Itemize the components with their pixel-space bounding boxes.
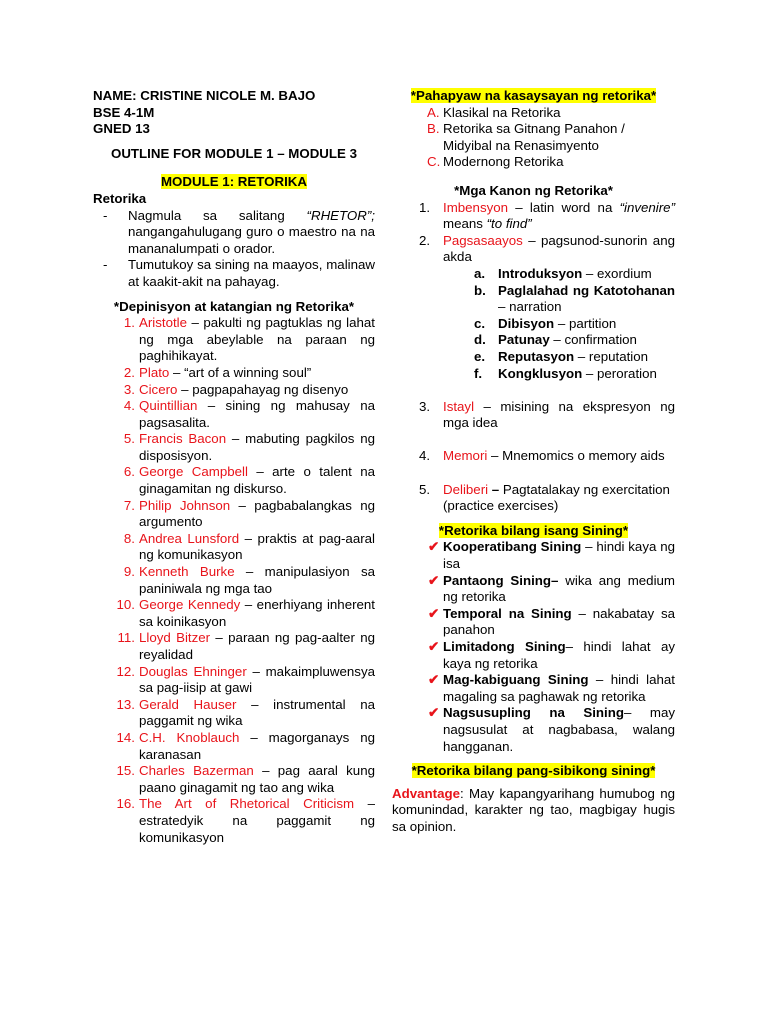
subitem-desc: – exordium bbox=[582, 265, 652, 281]
definition-number: 8. bbox=[123, 530, 135, 546]
definition-number: 7. bbox=[123, 497, 135, 513]
history-text: Klasikal na Retorika bbox=[443, 104, 561, 120]
term-retorika: Retorika bbox=[93, 190, 147, 206]
sining-item bbox=[392, 672, 675, 705]
definition-number: 3. bbox=[123, 381, 135, 397]
definition-number: 14. bbox=[116, 729, 135, 745]
definition-number: 6. bbox=[123, 464, 135, 480]
sining-heading: *Retorika bilang isang Sining* bbox=[438, 522, 629, 538]
definition-item bbox=[93, 630, 375, 663]
bullet-item: - Tumutukoy sa sining na maayos, malinaw at kaakit-akit na pahayag. bbox=[103, 257, 375, 289]
module-title bbox=[93, 174, 375, 191]
definition-number: 16. bbox=[116, 796, 135, 812]
kanon-item: 1. Imbensyon – latin word na “invenire” means “to find” bbox=[419, 199, 675, 232]
definition-name: Francis Bacon bbox=[139, 431, 227, 447]
subitem-letter: a. bbox=[474, 265, 486, 281]
civic-heading: *Retorika bilang pang-sibikong sining* bbox=[411, 763, 656, 779]
sining-desc: – nakabatay sa panahon bbox=[443, 605, 675, 638]
check-icon: ✔ bbox=[428, 572, 440, 588]
definition-name: George Kennedy bbox=[139, 597, 241, 613]
check-icon: ✔ bbox=[428, 639, 440, 654]
definition-desc: – pakulti ng pagtuklas ng lahat ng mga abeylable na paraan ng paghihikayat. bbox=[139, 315, 375, 364]
sining-item bbox=[392, 606, 675, 639]
sining-desc: – may nagsusulat at nagbabasa, walang hangganan. bbox=[443, 705, 675, 754]
bullet-item: - Nagmula sa salitang “RHETOR”; nangangahulugang guro o maestro na na mananalumpati o orador. bbox=[103, 207, 375, 256]
definition-desc: – estratedyik na paggamit ng komunikasyon bbox=[139, 796, 376, 845]
definition-item bbox=[93, 431, 375, 464]
sining-name: Mag-kabiguang Sining bbox=[443, 672, 589, 688]
sining-item bbox=[392, 639, 675, 672]
subitem-letter: d. bbox=[474, 332, 486, 348]
history-letter: A. bbox=[427, 104, 440, 120]
definition-number: 13. bbox=[116, 696, 135, 712]
definitions-list bbox=[93, 315, 375, 846]
history-text: Retorika sa Gitnang Panahon / Midyibal na Renasimyento bbox=[443, 121, 625, 153]
definition-desc: – arte o talent na ginagamitan ng diskurso. bbox=[139, 464, 375, 497]
sining-list bbox=[392, 539, 675, 755]
definition-name: Lloyd Bitzer bbox=[139, 630, 211, 646]
retorika-bullets bbox=[93, 208, 375, 291]
kanon-subitem bbox=[392, 349, 675, 366]
definition-name: Gerald Hauser bbox=[139, 696, 237, 712]
definition-item bbox=[93, 382, 375, 399]
definition-item bbox=[93, 531, 375, 564]
kanon-item: 2. Pagsasaayos – pagsunod-sunorin ang akda bbox=[419, 232, 675, 265]
subitem-desc: – reputation bbox=[574, 348, 649, 364]
kanon-subitem bbox=[392, 283, 675, 316]
definition-item bbox=[93, 730, 375, 763]
definition-desc: – pagpapahayag ng disenyo bbox=[177, 381, 349, 397]
student-name: NAME: CRISTINE NICOLE M. BAJO bbox=[93, 88, 316, 103]
kanon-sublist bbox=[392, 266, 675, 382]
definition-desc: – makaimpluwensya sa pag-iisip at gawi bbox=[139, 663, 375, 696]
kanon-subitem bbox=[392, 332, 675, 349]
sining-name: Pantaong Sining– bbox=[443, 572, 559, 588]
definition-number: 5. bbox=[123, 431, 135, 447]
subitem-name: Kongklusyon bbox=[498, 365, 583, 381]
check-icon: ✔ bbox=[428, 539, 440, 555]
definition-name: Plato bbox=[139, 364, 170, 380]
definition-desc: – magorganays ng karanasan bbox=[139, 729, 375, 762]
sining-desc: – hindi lahat magaling sa paghawak ng retorika bbox=[443, 672, 675, 704]
left-column bbox=[93, 88, 375, 846]
subitem-desc: – peroration bbox=[582, 365, 657, 381]
definition-name: Philip Johnson bbox=[139, 497, 231, 513]
check-icon: ✔ bbox=[428, 705, 440, 721]
subitem-desc: – partition bbox=[554, 315, 617, 331]
definition-item bbox=[93, 796, 375, 846]
subitem-letter: e. bbox=[474, 348, 486, 364]
subitem-letter: b. bbox=[474, 282, 486, 298]
definition-item bbox=[93, 498, 375, 531]
definition-item bbox=[93, 365, 375, 382]
definition-name: Kenneth Burke bbox=[139, 564, 235, 580]
history-list bbox=[392, 105, 675, 171]
definition-item bbox=[93, 398, 375, 431]
sining-name: Nagsusupling na Sining bbox=[443, 705, 624, 721]
subitem-desc: – narration bbox=[498, 299, 562, 315]
definition-number: 11. bbox=[117, 630, 135, 646]
student-section: BSE 4-1M bbox=[93, 104, 155, 120]
definition-item bbox=[93, 464, 375, 497]
history-text: Modernong Retorika bbox=[443, 154, 564, 170]
definition-name: George Campbell bbox=[139, 464, 248, 480]
definition-number: 15. bbox=[116, 763, 135, 779]
kanon-item: 3. Istayl – misining na ekspresyon ng mga idea bbox=[419, 398, 675, 431]
definition-desc: – pagbabalangkas ng argumento bbox=[139, 497, 375, 530]
subitem-desc: – confirmation bbox=[549, 332, 637, 348]
definition-item bbox=[93, 597, 375, 630]
definition-number: 2. bbox=[123, 364, 135, 380]
definition-desc: – manipulasiyon sa paniniwala ng mga tao bbox=[139, 564, 375, 596]
definition-name: Charles Bazerman bbox=[139, 763, 254, 779]
subitem-letter: c. bbox=[474, 315, 486, 331]
subitem-name: Introduksyon bbox=[498, 265, 583, 281]
history-letter: C. bbox=[427, 154, 441, 170]
sining-item bbox=[392, 539, 675, 572]
definition-number: 1. bbox=[123, 315, 135, 331]
subitem-name: Patunay bbox=[498, 332, 550, 348]
sining-desc: – hindi lahat ay kaya ng retorika bbox=[443, 639, 675, 671]
history-item bbox=[392, 154, 675, 171]
sining-item bbox=[392, 573, 675, 606]
subitem-letter: f. bbox=[474, 365, 483, 381]
kanon-subitem bbox=[392, 366, 675, 383]
history-item bbox=[392, 105, 675, 122]
subitem-name: Paglalahad ng Katotohanan bbox=[498, 282, 675, 298]
definition-name: Quintillian bbox=[139, 398, 198, 414]
definition-desc: – praktis at pag-aaral ng komunikasyon bbox=[139, 530, 375, 563]
history-letter: B. bbox=[427, 121, 440, 137]
definition-desc: – mabuting pagkilos ng disposisyon. bbox=[139, 431, 375, 463]
definitions-heading: *Depinisyon at katangian ng Retorika* bbox=[113, 298, 355, 314]
definition-name: Andrea Lunsford bbox=[139, 530, 240, 546]
definition-name: Cicero bbox=[139, 381, 178, 397]
history-item bbox=[392, 121, 675, 154]
kanon-heading: *Mga Kanon ng Retorika* bbox=[454, 182, 613, 198]
definition-name: The Art of Rhetorical Criticism bbox=[139, 796, 355, 812]
definition-item bbox=[93, 697, 375, 730]
definition-number: 12. bbox=[116, 663, 135, 679]
right-column bbox=[392, 88, 675, 836]
kanon-item: 5. Deliberi – Pagtatalakay ng exercitation (practice exercises) bbox=[419, 481, 670, 514]
definition-item bbox=[93, 664, 375, 697]
definition-item bbox=[93, 763, 375, 796]
course-code: GNED 13 bbox=[93, 121, 150, 137]
kanon-item: 4. Memori – Mnemomics o memory aids bbox=[419, 448, 665, 464]
definition-item bbox=[93, 315, 375, 365]
subitem-name: Dibisyon bbox=[498, 315, 555, 331]
sining-name: Kooperatibang Sining bbox=[443, 539, 582, 555]
check-icon: ✔ bbox=[428, 672, 440, 688]
sining-item bbox=[392, 705, 675, 755]
definition-number: 10. bbox=[116, 597, 135, 613]
sining-desc: wika ang medium ng retorika bbox=[443, 572, 675, 605]
definition-desc: – sining ng mahusay na pagsasalita. bbox=[139, 398, 375, 430]
definition-desc: – instrumental na paggamit ng wika bbox=[139, 696, 376, 729]
sining-desc: – hindi kaya ng isa bbox=[443, 539, 675, 572]
outline-title: OUTLINE FOR MODULE 1 – MODULE 3 bbox=[110, 145, 357, 161]
advantage-paragraph: Advantage: May kapangyarihang humubog ng komunindad, karakter ng tao, magbigay hugis sa opinion. bbox=[392, 785, 675, 834]
kanon-subitem bbox=[392, 316, 675, 333]
definition-item bbox=[93, 564, 375, 597]
sining-name: Limitadong Sining bbox=[443, 639, 566, 654]
kanon-subitem bbox=[392, 266, 675, 283]
check-icon: ✔ bbox=[428, 605, 440, 621]
definition-name: C.H. Knoblauch bbox=[139, 729, 240, 745]
definition-name: Aristotle bbox=[139, 315, 188, 331]
definition-number: 4. bbox=[123, 398, 135, 414]
definition-name: Douglas Ehninger bbox=[139, 663, 247, 679]
definition-desc: – pag aaral kung paano ginagamit ng tao ang wika bbox=[139, 763, 375, 795]
definition-desc: – paraan ng pag-aalter ng reyalidad bbox=[139, 630, 375, 662]
definition-desc: – “art of a winning soul” bbox=[169, 364, 312, 380]
definition-number: 9. bbox=[123, 564, 135, 580]
definition-desc: – enerhiyang inherent sa koinikasyon bbox=[139, 597, 375, 629]
history-heading: *Pahapyaw na kasaysayan ng retorika* bbox=[410, 88, 657, 103]
sining-name: Temporal na Sining bbox=[443, 605, 572, 621]
subitem-name: Reputasyon bbox=[498, 348, 575, 364]
module-title-text: MODULE 1: RETORIKA bbox=[160, 174, 308, 190]
